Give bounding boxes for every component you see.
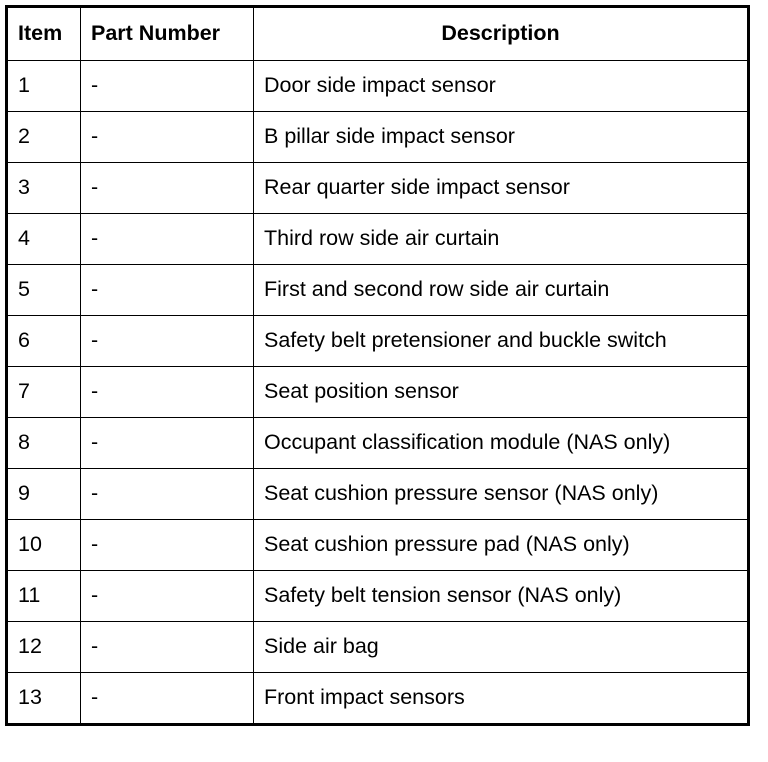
description-cell: Safety belt tension sensor (NAS only) xyxy=(254,571,749,622)
part-number-cell: - xyxy=(81,367,254,418)
description-cell: Seat cushion pressure pad (NAS only) xyxy=(254,520,749,571)
item-cell: 13 xyxy=(7,673,81,725)
item-cell: 2 xyxy=(7,112,81,163)
table-row xyxy=(7,673,749,725)
part-number-cell: - xyxy=(81,112,254,163)
table-row xyxy=(7,163,749,214)
description-cell: First and second row side air curtain xyxy=(254,265,749,316)
part-number-cell: - xyxy=(81,520,254,571)
item-cell: 6 xyxy=(7,316,81,367)
table-row xyxy=(7,367,749,418)
header-item: Item xyxy=(7,7,81,61)
item-cell: 1 xyxy=(7,61,81,112)
table-row xyxy=(7,520,749,571)
part-number-cell: - xyxy=(81,418,254,469)
table-header xyxy=(7,7,749,61)
description-cell: Occupant classification module (NAS only) xyxy=(254,418,749,469)
part-number-cell: - xyxy=(81,163,254,214)
parts-table xyxy=(5,5,750,726)
item-cell: 8 xyxy=(7,418,81,469)
table-row xyxy=(7,571,749,622)
item-cell: 12 xyxy=(7,622,81,673)
part-number-cell: - xyxy=(81,265,254,316)
item-cell: 4 xyxy=(7,214,81,265)
header-part-number: Part Number xyxy=(81,7,254,61)
item-cell: 9 xyxy=(7,469,81,520)
description-cell: Safety belt pretensioner and buckle switch xyxy=(254,316,749,367)
table-row xyxy=(7,112,749,163)
description-cell: Side air bag xyxy=(254,622,749,673)
part-number-cell: - xyxy=(81,673,254,725)
description-cell: Seat position sensor xyxy=(254,367,749,418)
table-row xyxy=(7,316,749,367)
header-description: Description xyxy=(254,7,749,61)
description-cell: Front impact sensors xyxy=(254,673,749,725)
table-row xyxy=(7,61,749,112)
description-cell: Rear quarter side impact sensor xyxy=(254,163,749,214)
table-row xyxy=(7,469,749,520)
item-cell: 3 xyxy=(7,163,81,214)
part-number-cell: - xyxy=(81,622,254,673)
description-cell: B pillar side impact sensor xyxy=(254,112,749,163)
table-row xyxy=(7,214,749,265)
item-cell: 7 xyxy=(7,367,81,418)
table-row xyxy=(7,622,749,673)
part-number-cell: - xyxy=(81,571,254,622)
item-cell: 11 xyxy=(7,571,81,622)
item-cell: 5 xyxy=(7,265,81,316)
part-number-cell: - xyxy=(81,61,254,112)
table-row xyxy=(7,418,749,469)
description-cell: Door side impact sensor xyxy=(254,61,749,112)
table-body xyxy=(7,61,749,725)
table-row xyxy=(7,265,749,316)
part-number-cell: - xyxy=(81,316,254,367)
description-cell: Third row side air curtain xyxy=(254,214,749,265)
part-number-cell: - xyxy=(81,469,254,520)
description-cell: Seat cushion pressure sensor (NAS only) xyxy=(254,469,749,520)
item-cell: 10 xyxy=(7,520,81,571)
part-number-cell: - xyxy=(81,214,254,265)
header-row xyxy=(7,7,749,61)
